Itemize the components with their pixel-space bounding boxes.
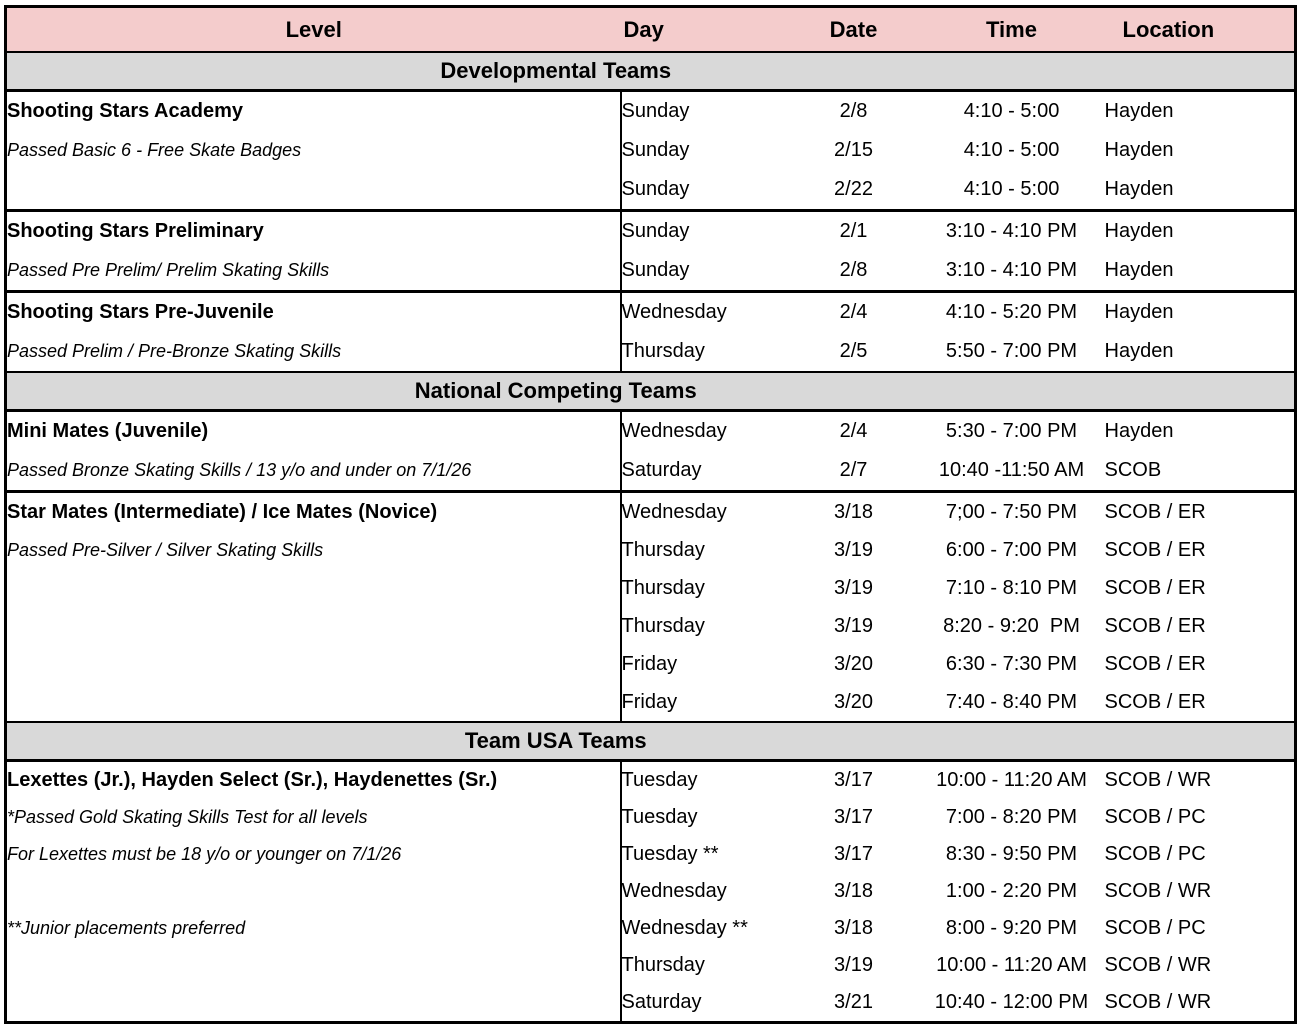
- date-cell: 2/4: [789, 292, 919, 333]
- level-note: *Passed Gold Skating Skills Test for all levels: [7, 807, 368, 827]
- day-cell: Sunday: [621, 91, 789, 132]
- schedule-row: [6, 91, 1296, 132]
- date-cell: 2/22: [834, 178, 873, 200]
- level-title: Mini Mates (Juvenile): [7, 420, 209, 442]
- level-cell: [6, 91, 621, 132]
- level-cell: [6, 531, 621, 569]
- day-cell: Thursday: [621, 538, 705, 561]
- location-cell: SCOB / PC: [1104, 917, 1206, 939]
- day-cell: Wednesday: [621, 492, 789, 532]
- location-cell: Hayden: [1104, 139, 1174, 161]
- time-cell: 4:10 - 5:00: [919, 91, 1105, 132]
- level-cell: [6, 211, 621, 252]
- schedule-row: [6, 683, 1296, 722]
- location-cell: SCOB / ER: [1104, 652, 1206, 675]
- location-cell: Hayden: [1105, 411, 1296, 452]
- time-cell: 7:10 - 8:10 PM: [945, 576, 1078, 599]
- schedule-body: [6, 52, 1296, 1023]
- column-header-day: Day: [621, 7, 789, 53]
- day-cell: Thursday: [621, 954, 705, 976]
- time-cell: 10:40 - 12:00 PM: [934, 991, 1089, 1013]
- level-cell: [6, 492, 621, 532]
- time-cell: 7:00 - 8:20 PM: [945, 806, 1078, 828]
- location-cell: SCOB / ER: [1104, 538, 1206, 561]
- location-cell: SCOB / WR: [1104, 954, 1212, 976]
- day-cell: Sunday: [621, 139, 690, 161]
- date-cell: 3/17: [789, 761, 919, 800]
- date-cell: 3/19: [834, 538, 873, 561]
- time-cell: 1:00 - 2:20 PM: [945, 880, 1078, 902]
- time-cell: 5:30 - 7:00 PM: [919, 411, 1105, 452]
- level-note: Passed Basic 6 - Free Skate Badges: [7, 140, 302, 160]
- date-cell: 2/7: [839, 459, 868, 481]
- level-cell: [6, 836, 621, 873]
- level-cell: [6, 984, 621, 1023]
- schedule-row: [6, 799, 1296, 836]
- section-title: Developmental Teams: [6, 52, 1105, 91]
- schedule-row: [6, 492, 1296, 532]
- level-cell: [6, 411, 621, 452]
- level-cell: [6, 607, 621, 645]
- level-title: Lexettes (Jr.), Hayden Select (Sr.), Haydenettes (Sr.): [7, 769, 498, 791]
- column-header-level: Level: [6, 7, 621, 53]
- location-cell: SCOB / WR: [1104, 880, 1212, 902]
- date-cell: 3/19: [834, 576, 873, 599]
- section-title-spacer: [1105, 52, 1296, 91]
- day-cell: Saturday: [621, 991, 702, 1013]
- schedule-row: [6, 761, 1296, 800]
- location-cell: Hayden: [1105, 211, 1296, 252]
- day-cell: Thursday: [621, 576, 705, 599]
- date-cell: 2/4: [789, 411, 919, 452]
- time-cell: 4:10 - 5:20 PM: [919, 292, 1105, 333]
- time-cell: 3:10 - 4:10 PM: [919, 211, 1105, 252]
- schedule-row: [6, 910, 1296, 947]
- schedule-row: [6, 947, 1296, 984]
- day-cell: Sunday: [621, 259, 690, 281]
- location-cell: SCOB / ER: [1104, 576, 1206, 599]
- time-cell: 8:30 - 9:50 PM: [945, 843, 1078, 865]
- level-title: Star Mates (Intermediate) / Ice Mates (Novice): [7, 500, 438, 523]
- day-cell: Wednesday: [621, 292, 789, 333]
- day-cell: Sunday: [621, 178, 690, 200]
- time-cell: 10:00 - 11:20 AM: [919, 761, 1105, 800]
- time-cell: 5:50 - 7:00 PM: [945, 340, 1078, 362]
- level-cell: [6, 873, 621, 910]
- level-note: **Junior placements preferred: [7, 918, 246, 938]
- section-header-row: [6, 722, 1296, 761]
- section-title-spacer: [1105, 722, 1296, 761]
- date-cell: 3/21: [834, 991, 873, 1013]
- level-note: Passed Prelim / Pre-Bronze Skating Skills: [7, 341, 342, 361]
- level-cell: [6, 131, 621, 170]
- schedule-row: [6, 645, 1296, 683]
- location-cell: SCOB / PC: [1104, 806, 1206, 828]
- schedule-row: [6, 251, 1296, 292]
- section-title-spacer: [1105, 372, 1296, 411]
- level-title: Shooting Stars Preliminary: [7, 220, 264, 242]
- level-cell: [6, 683, 621, 722]
- day-cell: Thursday: [621, 614, 705, 637]
- day-cell: Friday: [621, 690, 678, 713]
- header-row: [6, 7, 1296, 53]
- location-cell: Hayden: [1104, 178, 1174, 200]
- date-cell: 2/8: [789, 91, 919, 132]
- tryout-schedule-table: [4, 5, 1297, 1024]
- location-cell: SCOB / ER: [1104, 690, 1206, 713]
- time-cell: 8:00 - 9:20 PM: [945, 917, 1078, 939]
- date-cell: 2/8: [839, 259, 868, 281]
- time-cell: 10:40 -11:50 AM: [938, 459, 1085, 481]
- time-cell: 6:30 - 7:30 PM: [945, 652, 1078, 675]
- time-cell: 4:10 - 5:00: [963, 139, 1060, 161]
- level-cell: [6, 799, 621, 836]
- date-cell: 3/19: [834, 614, 873, 637]
- time-cell: 10:00 - 11:20 AM: [936, 954, 1087, 976]
- time-cell: 6:00 - 7:00 PM: [945, 538, 1078, 561]
- level-cell: [6, 251, 621, 292]
- day-cell: Sunday: [621, 211, 789, 252]
- location-cell: Hayden: [1104, 259, 1174, 281]
- time-cell: 4:10 - 5:00: [963, 178, 1060, 200]
- section-header-row: [6, 52, 1296, 91]
- day-cell: Friday: [621, 652, 678, 675]
- column-header-time: Time: [919, 7, 1105, 53]
- schedule-row: [6, 531, 1296, 569]
- date-cell: 3/17: [834, 843, 873, 865]
- section-header-row: [6, 372, 1296, 411]
- date-cell: 3/20: [834, 690, 873, 713]
- level-cell: [6, 645, 621, 683]
- location-cell: SCOB / ER: [1105, 492, 1296, 532]
- schedule-row: [6, 607, 1296, 645]
- level-cell: [6, 451, 621, 492]
- schedule-row: [6, 451, 1296, 492]
- location-cell: Hayden: [1105, 292, 1296, 333]
- level-note: Passed Bronze Skating Skills / 13 y/o and under on 7/1/26: [7, 460, 472, 480]
- day-cell: Tuesday: [621, 761, 789, 800]
- schedule-row: [6, 984, 1296, 1023]
- date-cell: 2/5: [839, 340, 868, 362]
- location-cell: Hayden: [1105, 91, 1296, 132]
- level-cell: [6, 761, 621, 800]
- schedule-row: [6, 131, 1296, 170]
- level-cell: [6, 332, 621, 372]
- schedule-row: [6, 569, 1296, 607]
- level-cell: [6, 170, 621, 211]
- location-cell: Hayden: [1104, 340, 1174, 362]
- column-header-date: Date: [789, 7, 919, 53]
- date-cell: 3/19: [834, 954, 873, 976]
- schedule-row: [6, 873, 1296, 910]
- level-note: Passed Pre-Silver / Silver Skating Skills: [7, 539, 324, 560]
- location-cell: SCOB / PC: [1104, 843, 1206, 865]
- date-cell: 3/18: [834, 880, 873, 902]
- level-cell: [6, 947, 621, 984]
- level-cell: [6, 292, 621, 333]
- schedule-row: [6, 411, 1296, 452]
- day-cell: Wednesday: [621, 411, 789, 452]
- level-title: Shooting Stars Pre-Juvenile: [7, 301, 274, 323]
- day-cell: Wednesday **: [621, 917, 748, 939]
- day-cell: Tuesday: [621, 806, 698, 828]
- schedule-row: [6, 836, 1296, 873]
- location-cell: SCOB / WR: [1104, 991, 1212, 1013]
- location-cell: SCOB: [1104, 459, 1162, 481]
- time-cell: 3:10 - 4:10 PM: [945, 259, 1078, 281]
- time-cell: 7:40 - 8:40 PM: [945, 690, 1078, 713]
- level-note: Passed Pre Prelim/ Prelim Skating Skills: [7, 260, 330, 280]
- column-header-location: Location: [1105, 7, 1296, 53]
- section-title: Team USA Teams: [6, 722, 1105, 761]
- day-cell: Wednesday: [621, 880, 727, 902]
- level-cell: [6, 910, 621, 947]
- day-cell: Tuesday **: [621, 843, 719, 865]
- day-cell: Thursday: [621, 340, 705, 362]
- level-title: Shooting Stars Academy: [7, 100, 243, 122]
- date-cell: 3/17: [834, 806, 873, 828]
- time-cell: 8:20 - 9:20 PM: [943, 614, 1080, 637]
- date-cell: 3/18: [834, 917, 873, 939]
- level-cell: [6, 569, 621, 607]
- schedule-row: [6, 332, 1296, 372]
- day-cell: Saturday: [621, 459, 702, 481]
- section-title: National Competing Teams: [6, 372, 1105, 411]
- time-cell: 7;00 - 7:50 PM: [919, 492, 1105, 532]
- date-cell: 3/18: [789, 492, 919, 532]
- date-cell: 2/1: [789, 211, 919, 252]
- date-cell: 3/20: [834, 652, 873, 675]
- schedule-row: [6, 170, 1296, 211]
- schedule-row: [6, 292, 1296, 333]
- location-cell: SCOB / WR: [1105, 761, 1296, 800]
- level-note: For Lexettes must be 18 y/o or younger on 7/1/26: [7, 844, 402, 864]
- date-cell: 2/15: [834, 139, 873, 161]
- location-cell: SCOB / ER: [1104, 614, 1206, 637]
- schedule-row: [6, 211, 1296, 252]
